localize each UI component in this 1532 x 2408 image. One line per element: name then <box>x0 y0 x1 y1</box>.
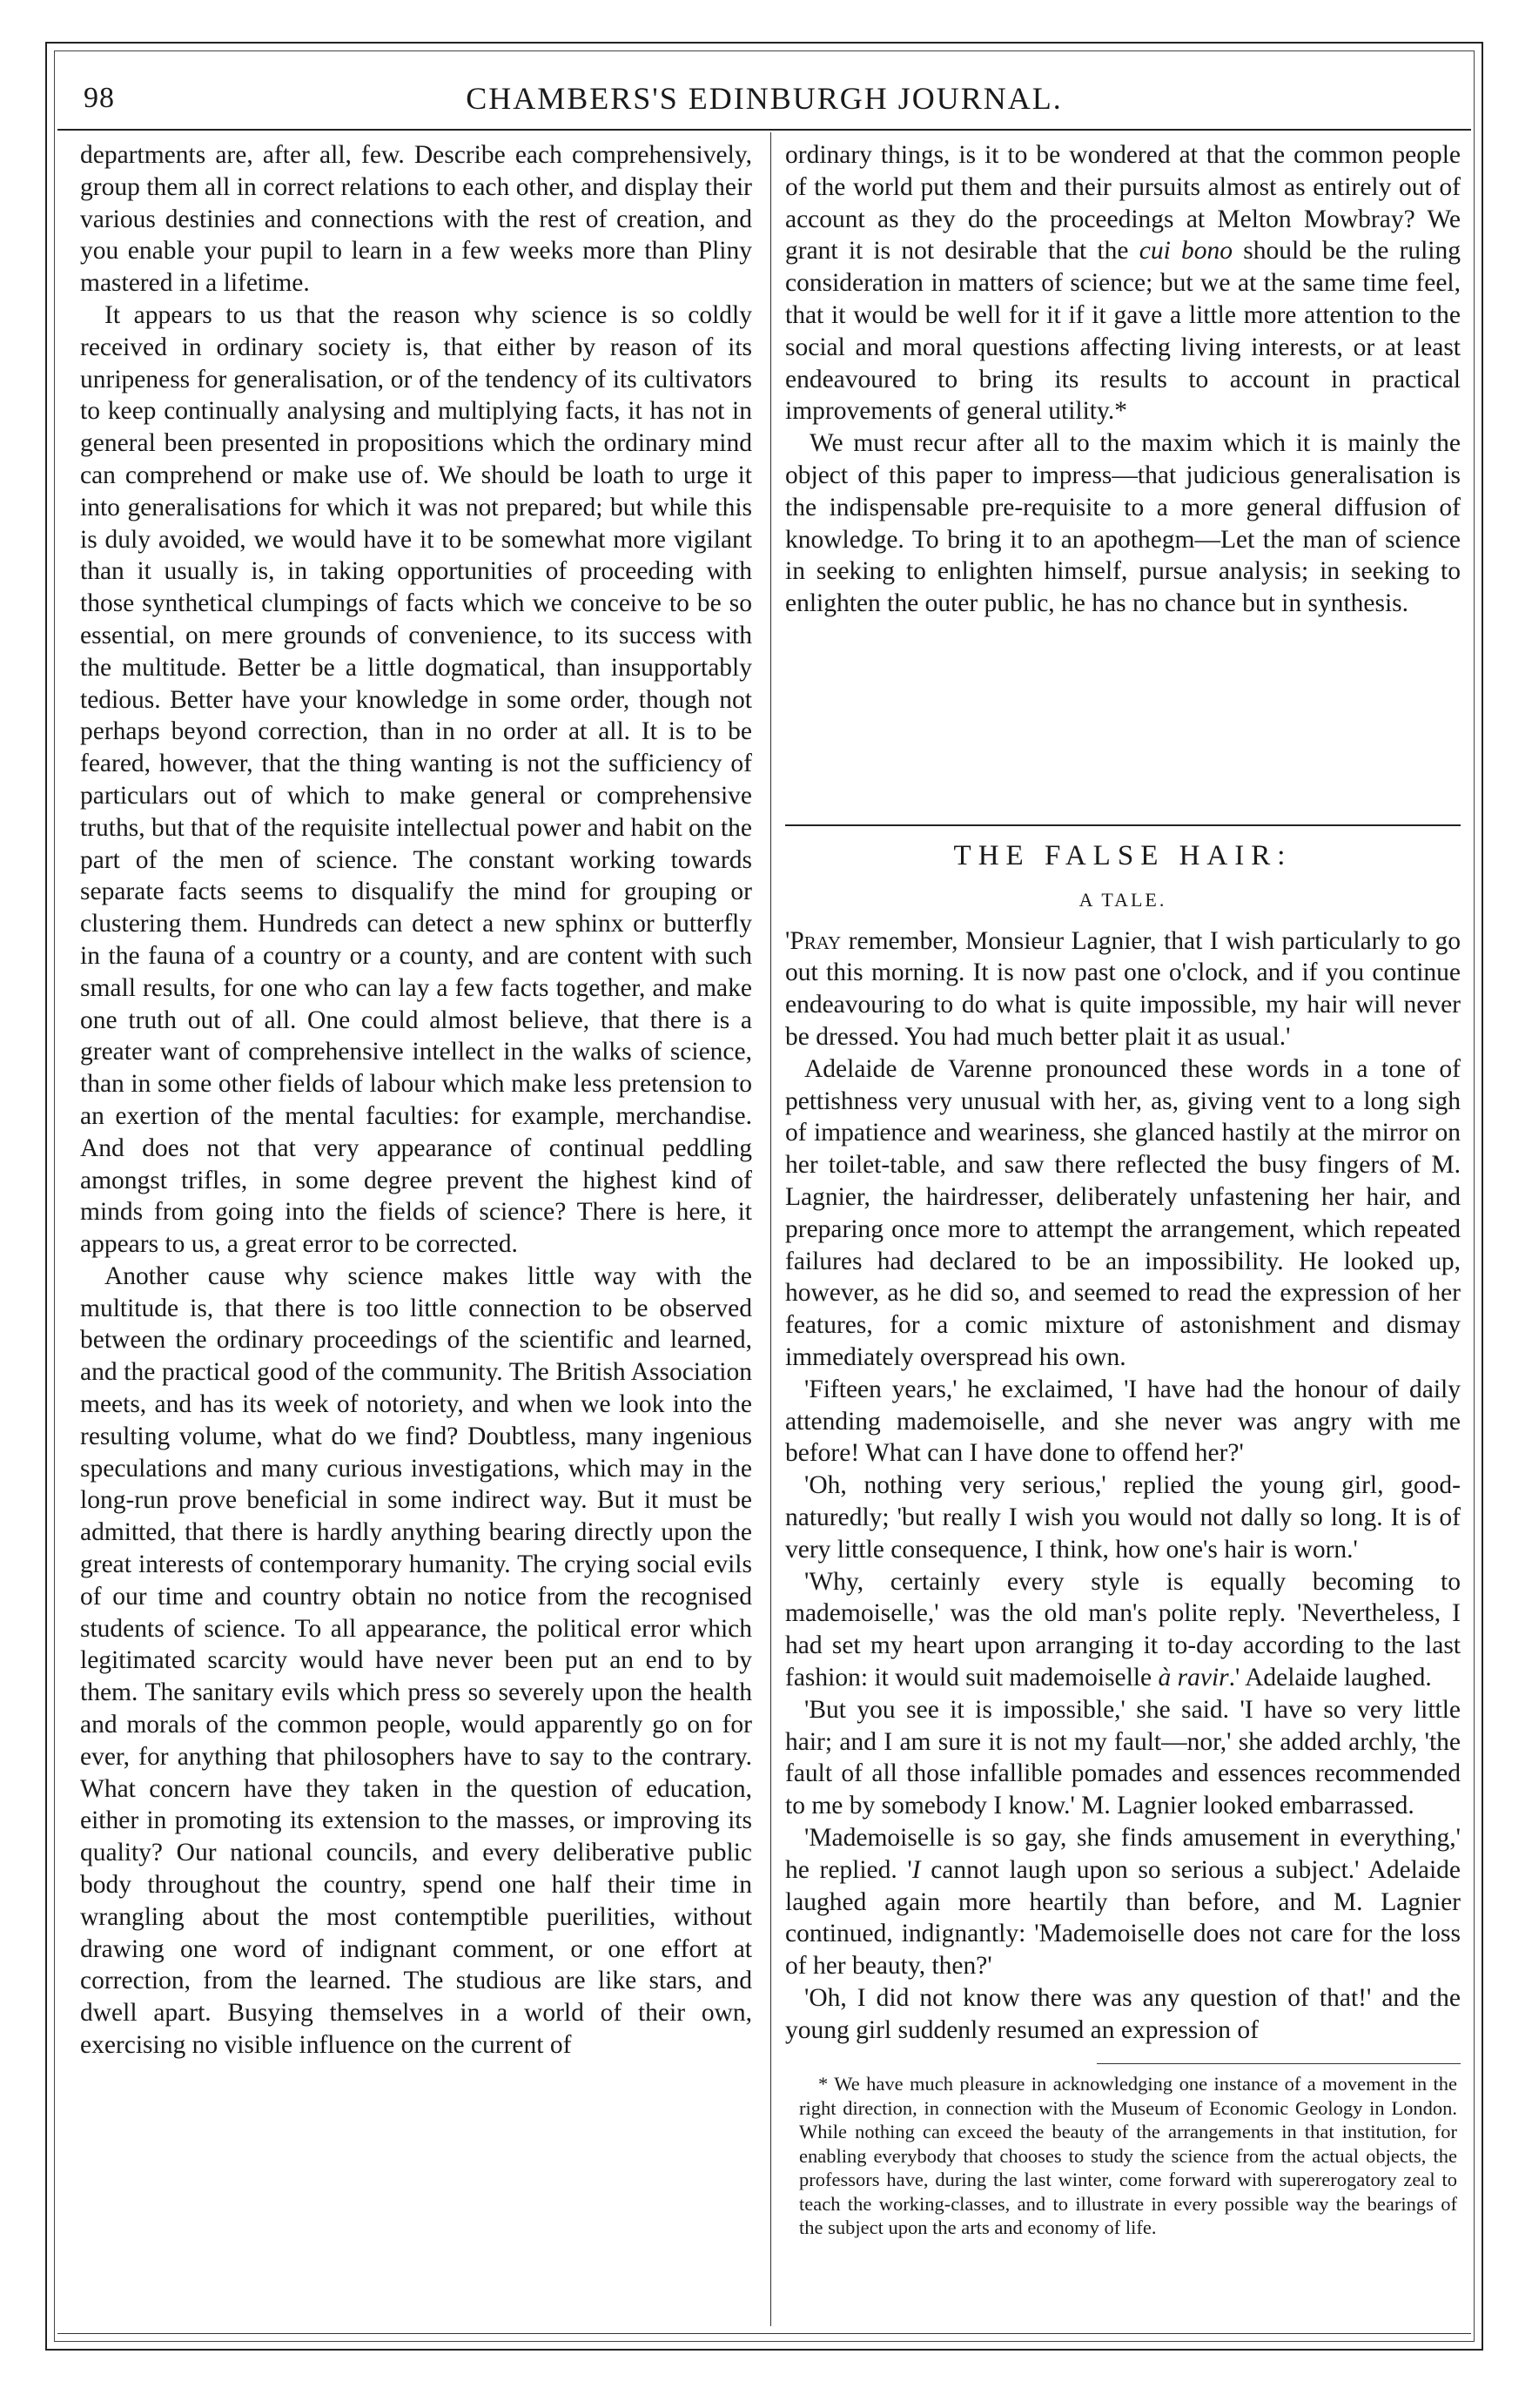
left-column <box>80 139 752 2062</box>
footnote-rule <box>1097 2063 1461 2064</box>
story-text <box>785 925 1461 2047</box>
story-title: THE FALSE HAIR: <box>953 840 1293 871</box>
story-p5-text-b: .' Adelaide laughed. <box>1228 1663 1432 1692</box>
column-divider <box>770 132 771 2326</box>
journal-title: CHAMBERS'S EDINBURGH JOURNAL. <box>466 81 1063 116</box>
page-header <box>57 73 1471 125</box>
left-paragraph-2: It appears to us that the reason why science is so coldly received in ordinary society is, that either by reason of its unripeness for generalisation, or of the tendency of its cultivators to keep continually analysing and multiplying facts, it has not in general been presented in propositions which the ordinary mind can comprehend or make use of. We should be loath to urge it into generalisations for which it was not prepared; but while this is duly avoided, we would have it to be somewhat more vigilant than it usually is, in taking opportunities of proceeding with those synthetical clumpings of facts which we conceive to be so essential, on mere grounds of convenience, to its success with the multitude. Better be a little dogmatical, than insupportably tedious. Better have your knowledge in some order, though not perhaps beyond correction, than in no order at all. It is to be feared, however, that the thing wanting is not the sufficiency of particulars out of which to make general or comprehensive truths, but that of the requisite intellectual power and habit on the part of the men of science. The constant working towards separate facts seems to disqualify the mind for grouping or clustering them. Hundreds can detect a new sphinx or butterfly in the fauna of a country or a county, and are content with such small results, for one who can lay a few facts together, and make one truth out of all. One could almost believe, that there is a greater want of comprehensive intellect in the walks of science, than in some other fields of labour which make less pretension to an exertion of the mental faculties: for example, merchandise. And does not that very appearance of continual peddling amongst trifles, in some degree prevent the highest kind of minds from going into the fields of science? There is here, it appears to us, a great error to be corrected. <box>80 300 752 1259</box>
section-divider <box>785 824 1461 826</box>
bottom-rule <box>57 2333 1471 2334</box>
right-column-top <box>785 139 1461 620</box>
story-p7-text-b: cannot laugh upon so serious a subject.' Adelaide laughed again more heartily than before, and M. Lagnier continued, indignantly: 'Mademoiselle does not care for the loss of her beauty, then?' <box>785 1855 1461 1981</box>
left-paragraph-1: departments are, after all, few. Describe each comprehensively, group them all in correct relations to each other, and display their various destinies and connections with the rest of creation, and you enable your pupil to learn in a few weeks more than Pliny mastered in a lifetime. <box>80 141 752 298</box>
right-p1-text-b: should be the ruling consideration in matters of science; but we at the same time feel, that it would be well for it if it gave a little more attention to the social and moral questions affecting living interests, or at least endeavoured to bring its results to account in practical improvements of general utility.* <box>785 237 1461 426</box>
story-p5-text-a: 'Why, certainly every style is equally becoming to mademoiselle,' was the old man's polite reply. 'Nevertheless, I had set my heart upon arranging it to-day according to the last fashion: it would suit mademoiselle <box>785 1567 1461 1692</box>
story-p7-text-a: 'Mademoiselle is so gay, she finds amusement in everything,' he replied. ' <box>785 1823 1461 1884</box>
right-paragraph-2: We must recur after all to the maxim which it is mainly the object of this paper to impress—that judicious generalisation is the indispensable pre-requisite to a more general diffusion of knowledge. To bring it to an apothegm—Let the man of science in seeking to enlighten himself, pursue analysis; in seeking to enlighten the outer public, he has no chance but in synthesis. <box>785 429 1461 618</box>
footnote: * We have much pleasure in acknowledging one instance of a movement in the right direction, in connection with the Museum of Economic Geology in London. While nothing can exceed the beauty of the arrangements in that institution, for enabling everybody that chooses to study the science from the actual objects, the professors have, during the last winter, come forward with supererogatory zeal to teach the working-classes, and to illustrate in every possible way the bearings of the subject upon the arts and economy of life. <box>799 2073 1457 2238</box>
story-p1-rest: remember, Monsieur Lagnier, that I wish particularly to go out this morning. It is now past one o'clock, and if you continue endeavouring to do what is quite impossible, my hair will never be dressed. You had much better plait it as usual.' <box>785 926 1461 1051</box>
right-paragraph-1 <box>785 139 1461 427</box>
story-lead-word: 'Pray <box>785 926 842 955</box>
right-p1-text-a: ordinary things, is it to be wondered at that the common people of the world put them and their pursuits almost as entirely out of account as they do the proceedings at Melton Mowbray? We grant it is not desirable that the <box>785 141 1461 266</box>
story-paragraph-5 <box>785 1566 1461 1694</box>
story-paragraph-6: 'But you see it is impossible,' she said. 'I have so very little hair; and I am sure it is not my fault—nor,' she added archly, 'the fault of all those infallible pomades and essences recommended to me by somebody I know.' M. Lagnier looked embarrassed. <box>785 1695 1461 1820</box>
story-paragraph-2: Adelaide de Varenne pronounced these words in a tone of pettishness very unusual with her, as, giving vent to a long sigh of impatience and weariness, she glanced hastily at the mirror on her toilet-table, and saw there reflected the busy fingers of M. Lagnier, the hairdresser, deliberately unfastening her hair, and preparing once more to attempt the arrangement, which repeated failures had declared to be an impossibility. He looked up, however, as he did so, and seemed to read the expression of her features, for a comic mixture of astonishment and dismay immediately overspread his own. <box>785 1054 1461 1371</box>
page-number: 98 <box>84 82 115 114</box>
story-paragraph-7 <box>785 1822 1461 1982</box>
right-p1-italic: cui bono <box>1139 237 1233 266</box>
story-paragraph-3: 'Fifteen years,' he exclaimed, 'I have had the honour of daily attending mademoiselle, and she never was angry with me before! What can I have done to offend her?' <box>785 1375 1461 1468</box>
story-paragraph-8: 'Oh, I did not know there was any question of that!' and the young girl suddenly resumed an expression of <box>785 1983 1461 2044</box>
left-paragraph-3: Another cause why science makes little way with the multitude is, that there is too little connection to be observed between the ordinary proceedings of the scientific and learned, and the practical good of the community. The British Association meets, and has its week of notoriety, and when we look into the resulting volume, what do we find? Doubtless, many ingenious speculations and many curious investigations, which may in the long-run prove beneficial in some indirect way. But it must be admitted, that there is hardly anything bearing directly upon the great interests of contemporary humanity. The crying social evils of our time and country obtain no notice from the recognised students of science. To all appearance, the political error which legitimated scarcity would have never been put an end to by them. The sanitary evils which press so severely upon the health and morals of the common people, would apparently go on for ever, for anything that philosophers have to say to the contrary. What concern have they taken in the question of education, either in promoting its extension to the masses, or improving its quality? Our national councils, and every deliberative public body throughout the country, spend one half their time in wrangling about the most contemptible puerilities, without drawing one word of indignant comment, or one effort at correction, from the learned. The studious are like stars, and dwell apart. Busying themselves in a world of their own, exercising no visible influence on the current of <box>80 1261 752 2060</box>
story-p5-italic: à ravir <box>1158 1663 1229 1692</box>
story-section <box>785 840 1461 2046</box>
story-paragraph-1 <box>785 925 1461 1053</box>
header-rule <box>57 129 1471 131</box>
story-p7-italic: I <box>911 1855 921 1884</box>
story-paragraph-4: 'Oh, nothing very serious,' replied the young girl, good-naturedly; 'but really I wish you would not dally so long. It is of very little consequence, I think, how one's hair is worn.' <box>785 1471 1461 1564</box>
story-subtitle: A TALE. <box>1078 888 1167 911</box>
